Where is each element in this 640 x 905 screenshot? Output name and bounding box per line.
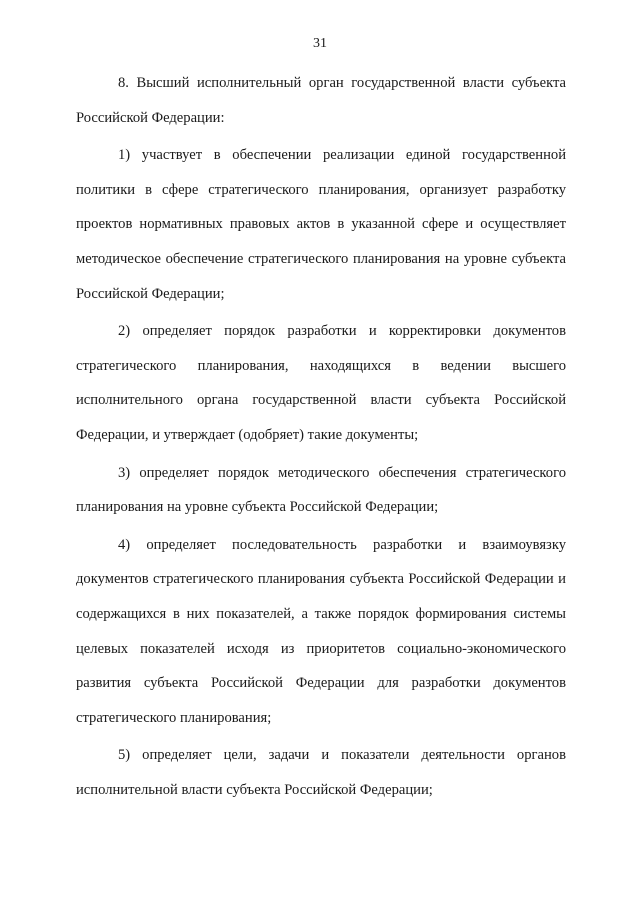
paragraph-item-3: 3) определяет порядок методического обеспечения стратегического планирования на уровне субъекта Российской Федерации;: [76, 464, 566, 516]
document-body: [76, 66, 566, 807]
paragraph-item-5: 5) определяет цели, задачи и показатели деятельности органов исполнительной власти субъекта Российской Федерации;: [76, 747, 566, 798]
paragraph-item-4: 4) определяет последовательность разработки и взаимоувязку документов стратегического планирования субъекта Российской Федерации и содержащихся в них показателей, а также порядок формирования системы целевых показателей исходя из приоритетов социально-экономического развития субъекта Российской Федерации для разработки документов стратегического планирования;: [76, 536, 566, 726]
paragraph-item-2: 2) определяет порядок разработки и корректировки документов стратегического планирования, находящихся в ведении высшего исполнительного органа государственной власти субъекта Российской Федерации, и утверждает (одобряет) такие документы;: [76, 323, 566, 443]
paragraph-item-1: 1) участвует в обеспечении реализации единой государственной политики в сфере стратегического планирования, организует разработку проектов нормативных правовых актов в указанной сфере и осуществляет методическое обеспечение стратегического планирования на уровне субъекта Российской Федерации;: [76, 147, 566, 302]
paragraph-section-8-heading: 8. Высший исполнительный орган государственной власти субъекта Российской Федерации:: [76, 75, 566, 126]
page-number: 31: [313, 36, 327, 51]
